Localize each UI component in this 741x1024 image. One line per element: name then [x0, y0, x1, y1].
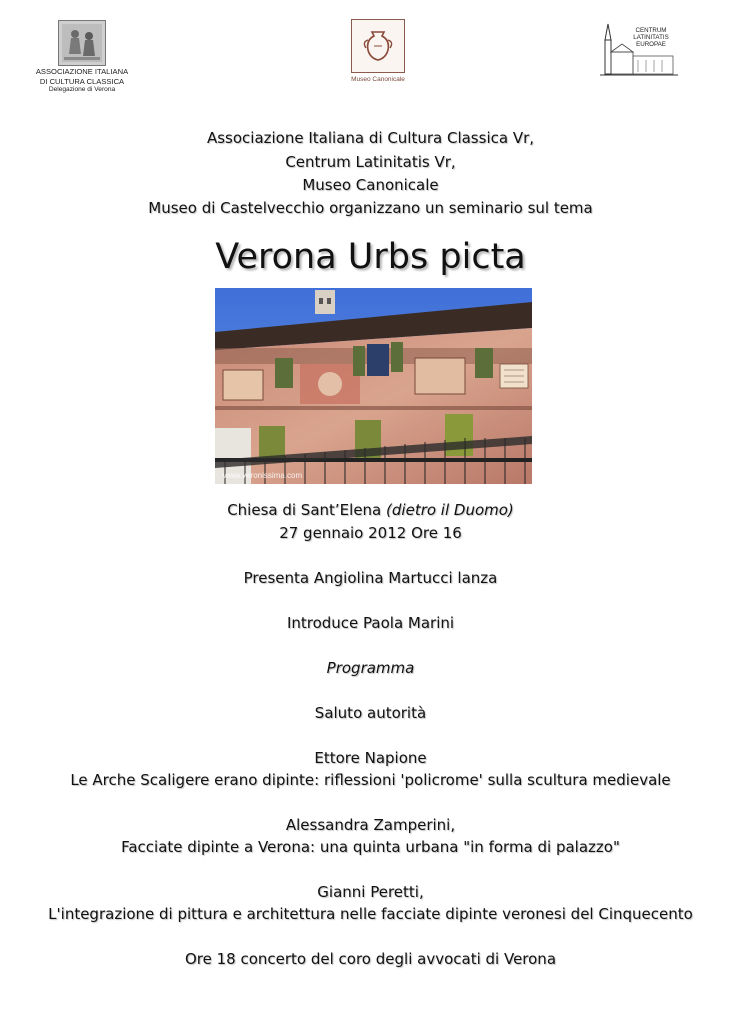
organizer-line-3: Museo Canonicale	[302, 176, 439, 194]
talk-1-speaker: Ettore Napione	[314, 749, 427, 767]
association-name-line1: ASSOCIAZIONE ITALIANA	[35, 67, 129, 76]
museo-canonicale-caption: Museo Canonicale	[351, 76, 405, 83]
presenter-line: Presenta Angiolina Martucci lanza	[243, 569, 498, 587]
talk-3-speaker: Gianni Peretti,	[317, 883, 424, 901]
talk-1-title: Le Arche Scaligere erano dipinte: riflessioni 'policrome' sulla scultura medievale	[70, 771, 671, 789]
amphora-icon	[351, 19, 405, 73]
museo-canonicale-logo	[347, 19, 409, 83]
talk-2-speaker: Alessandra Zamperini,	[285, 816, 456, 834]
venue-line	[0, 500, 741, 520]
painted-facade-photo	[215, 288, 532, 484]
association-delegation: Delegazione di Verona	[48, 86, 116, 93]
photo-watermark: www.veronissima.com	[223, 471, 303, 480]
greeting-line: Saluto autorità	[314, 704, 427, 722]
classical-relief-icon	[58, 20, 106, 66]
association-name-line2: DI CULTURA CLASSICA	[39, 77, 125, 86]
centrum-latinitatis-logo	[600, 22, 680, 82]
centrum-latinitatis-europae: EUROPAE	[636, 41, 666, 48]
closing-concert-line: Ore 18 concerto del coro degli avvocati di Verona	[184, 950, 557, 968]
association-logo	[30, 20, 134, 94]
event-date-time: 27 gennaio 2012 Ore 16	[279, 524, 462, 542]
venue-note: (dietro il Duomo)	[386, 501, 514, 519]
seminar-title: Verona Urbs picta	[215, 237, 526, 277]
venue-name: Chiesa di Sant’Elena	[227, 501, 382, 519]
centrum-latinitatis-name: CENTRUM LATINITATIS	[633, 27, 669, 41]
program-heading: Programma	[326, 659, 415, 677]
organizer-line-4: Museo di Castelvecchio organizzano un seminario sul tema	[148, 199, 593, 217]
talk-2-title: Facciate dipinte a Verona: una quinta urbana "in forma di palazzo"	[121, 838, 620, 856]
introducer-line: Introduce Paola Marini	[286, 614, 455, 632]
talk-3-title: L'integrazione di pittura e architettura nelle facciate dipinte veronesi del Cinquecento	[48, 905, 693, 923]
organizer-line-2: Centrum Latinitatis Vr,	[285, 153, 456, 171]
organizer-line-1: Associazione Italiana di Cultura Classica Vr,	[206, 129, 535, 147]
